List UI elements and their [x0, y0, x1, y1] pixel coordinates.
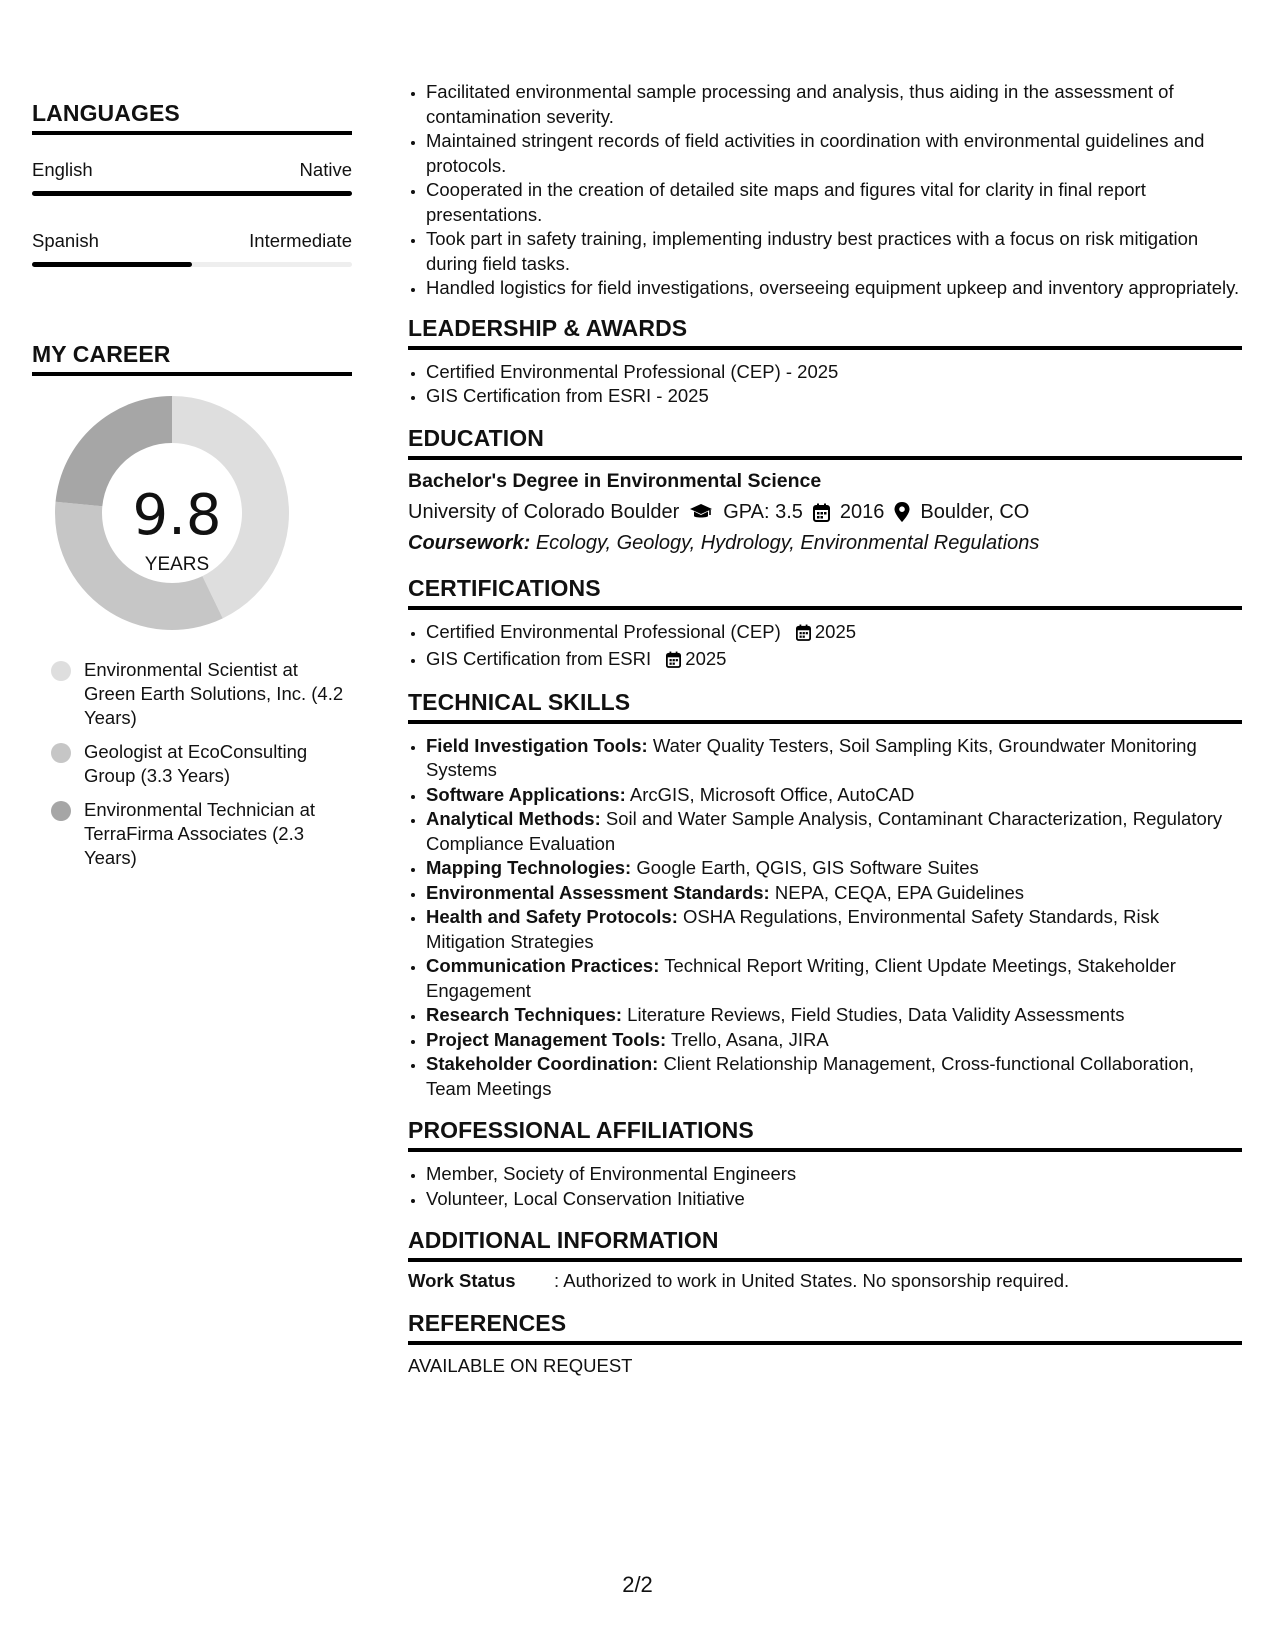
- work-status-label: Work Status: [408, 1270, 516, 1291]
- skill-label: Health and Safety Protocols:: [426, 906, 678, 927]
- career-legend: [32, 658, 352, 870]
- list-item: • Handled logistics for field investigations, overseeing equipment upkeep and inventory appropriately.: [426, 276, 1242, 301]
- legend-item: [51, 740, 352, 788]
- skill-label: Research Techniques:: [426, 1004, 623, 1025]
- list-item: [426, 1052, 1242, 1101]
- language-bar-fill: [32, 262, 192, 267]
- skill-value: OSHA Regulations, Environmental Safety Standards, Risk Mitigation Strategies: [426, 906, 1160, 952]
- awards-section: [408, 315, 1242, 409]
- skill-value: Trello, Asana, JIRA: [671, 1028, 829, 1050]
- coursework-label: Coursework:: [408, 531, 531, 554]
- skill-label: Mapping Technologies:: [426, 857, 632, 878]
- language-level: Native: [299, 159, 352, 180]
- career-total-value: 9.8: [132, 483, 222, 548]
- languages-section: [32, 100, 352, 267]
- legend-label: Geologist at EcoConsulting Group (3.3 Years): [84, 741, 308, 786]
- skill-label: Software Applications:: [426, 783, 626, 805]
- list-item: • GIS Certification from ESRI - 2025: [426, 384, 1242, 409]
- career-total-unit: YEARS: [144, 554, 210, 575]
- education-title: EDUCATION: [408, 425, 1242, 460]
- list-item: [426, 807, 1242, 856]
- references-section: [408, 1310, 1242, 1377]
- certification-name: Certified Environmental Professional (CEP): [426, 620, 781, 642]
- certifications-title: CERTIFICATIONS: [408, 575, 1242, 610]
- career-title: MY CAREER: [32, 341, 352, 376]
- legend-item: [51, 798, 352, 870]
- language-english: [32, 159, 352, 196]
- list-item: [426, 647, 1242, 675]
- language-level: Intermediate: [249, 230, 352, 251]
- list-item: • Facilitated environmental sample processing and analysis, thus aiding in the assessment of contamination severity.: [426, 80, 1242, 129]
- coursework-value: Ecology, Geology, Hydrology, Environmental Regulations: [535, 531, 1040, 554]
- skill-value: Soil and Water Sample Analysis, Contaminant Characterization, Regulatory Compliance Evaluation: [426, 808, 1223, 854]
- awards-title: LEADERSHIP & AWARDS: [408, 315, 1242, 350]
- certifications-section: [408, 575, 1242, 675]
- language-bar: [32, 262, 352, 267]
- list-item: • Member, Society of Environmental Engineers: [426, 1162, 1242, 1187]
- list-item: [426, 783, 1242, 808]
- work-status-row: [408, 1270, 1242, 1292]
- right-column: [408, 0, 1242, 1377]
- skill-value: ArcGIS, Microsoft Office, AutoCAD: [629, 783, 915, 805]
- list-item: [426, 734, 1242, 783]
- list-item: • Cooperated in the creation of detailed site maps and figures vital for clarity in final report presentations.: [426, 178, 1242, 227]
- references-text: AVAILABLE ON REQUEST: [408, 1355, 633, 1376]
- work-status-value: : Authorized to work in United States. No sponsorship required.: [554, 1270, 1070, 1291]
- education-coursework: [408, 532, 1242, 555]
- skill-value: Water Quality Testers, Soil Sampling Kits, Groundwater Monitoring Systems: [426, 734, 1197, 780]
- language-bar-fill: [32, 191, 352, 196]
- skills-section: [408, 689, 1242, 1102]
- list-item: [426, 905, 1242, 954]
- certification-year: 2025: [814, 620, 857, 642]
- languages-title: LANGUAGES: [32, 100, 352, 135]
- additional-section: [408, 1227, 1242, 1292]
- affiliations-section: [408, 1117, 1242, 1211]
- list-item: [426, 954, 1242, 1003]
- skill-label: Project Management Tools:: [426, 1028, 667, 1050]
- education-gpa: GPA: 3.5: [723, 500, 803, 523]
- calendar-icon: [813, 503, 830, 522]
- list-item: [426, 1028, 1242, 1053]
- list-item: [426, 1003, 1242, 1028]
- language-name: English: [32, 159, 93, 180]
- experience-bullets: [408, 80, 1242, 301]
- education-section: [408, 425, 1242, 555]
- legend-swatch: [51, 743, 71, 763]
- graduation-cap-icon: [689, 503, 713, 521]
- legend-item: [51, 658, 352, 730]
- skills-title: TECHNICAL SKILLS: [408, 689, 1242, 724]
- education-details: [408, 501, 1242, 524]
- skill-value: Google Earth, QGIS, GIS Software Suites: [636, 857, 979, 878]
- map-pin-icon: [894, 502, 910, 522]
- language-name: Spanish: [32, 230, 99, 251]
- list-item: [426, 856, 1242, 881]
- language-bar: [32, 191, 352, 196]
- career-section: [32, 341, 352, 880]
- affiliations-title: PROFESSIONAL AFFILIATIONS: [408, 1117, 1242, 1152]
- language-spanish: [32, 230, 352, 267]
- list-item: • Certified Environmental Professional (CEP) - 2025: [426, 360, 1242, 385]
- education-degree: Bachelor's Degree in Environmental Science: [408, 469, 822, 492]
- list-item: • Volunteer, Local Conservation Initiative: [426, 1187, 1242, 1212]
- certification-name: GIS Certification from ESRI: [426, 648, 652, 669]
- skill-value: NEPA, CEQA, EPA Guidelines: [774, 881, 1025, 903]
- calendar-icon: [796, 623, 811, 648]
- legend-swatch: [51, 801, 71, 821]
- education-school: University of Colorado Boulder: [408, 500, 680, 523]
- skill-value: Literature Reviews, Field Studies, Data Validity Assessments: [627, 1004, 1125, 1025]
- skill-label: Communication Practices:: [426, 955, 660, 976]
- list-item: • Took part in safety training, implementing industry best practices with a focus on risk mitigation during field tasks.: [426, 227, 1242, 276]
- skill-label: Environmental Assessment Standards:: [426, 881, 770, 903]
- skill-value: Client Relationship Management, Cross-functional Collaboration, Team Meetings: [426, 1053, 1195, 1099]
- skill-value: Technical Report Writing, Client Update Meetings, Stakeholder Engagement: [426, 955, 1176, 1001]
- education-location: Boulder, CO: [920, 500, 1030, 523]
- list-item: • Maintained stringent records of field activities in coordination with environmental guidelines and protocols.: [426, 129, 1242, 178]
- legend-label: Environmental Technician at TerraFirma Associates (2.3 Years): [84, 799, 316, 868]
- calendar-icon: [666, 650, 681, 675]
- education-year: 2016: [839, 500, 885, 523]
- list-item: [426, 881, 1242, 906]
- page-number: 2/2: [622, 1572, 653, 1597]
- certification-year: 2025: [685, 648, 727, 669]
- skill-label: Stakeholder Coordination:: [426, 1053, 659, 1074]
- legend-label: Environmental Scientist at Green Earth Solutions, Inc. (4.2 Years): [84, 659, 344, 728]
- skill-label: Analytical Methods:: [426, 808, 601, 829]
- additional-title: ADDITIONAL INFORMATION: [408, 1227, 1242, 1262]
- list-item: [426, 620, 1242, 648]
- skill-label: Field Investigation Tools:: [426, 734, 648, 756]
- career-donut-chart: [32, 376, 352, 636]
- references-title: REFERENCES: [408, 1310, 1242, 1345]
- legend-swatch: [51, 661, 71, 681]
